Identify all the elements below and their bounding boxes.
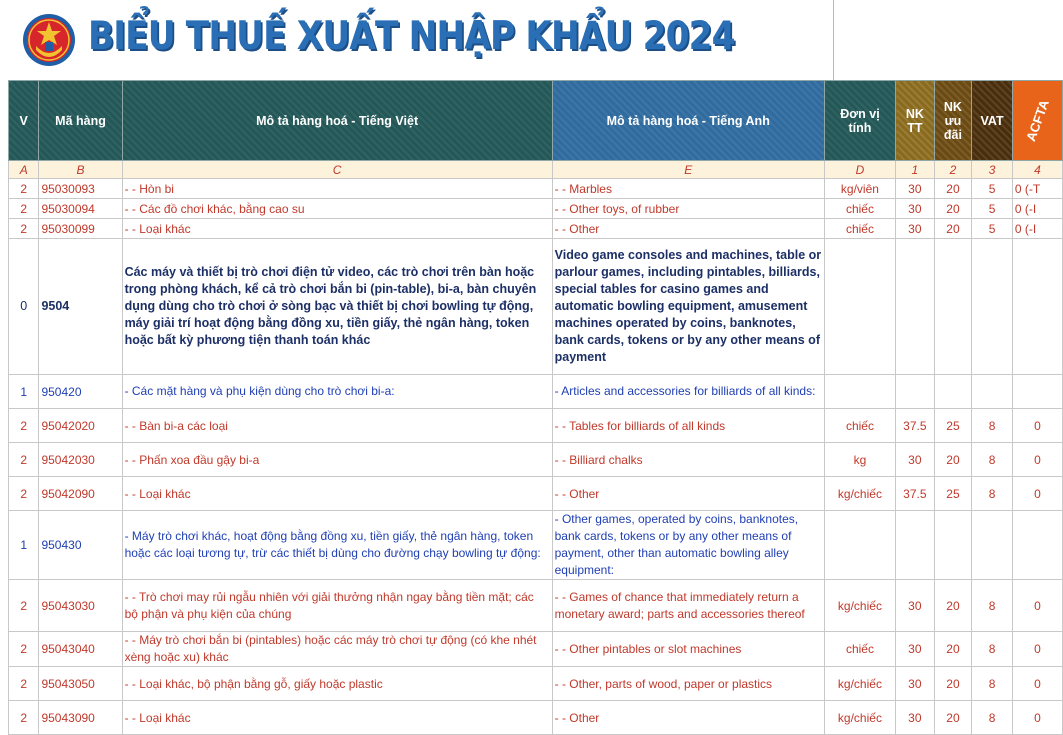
page-title: BIỂU THUẾ XUẤT NHẬP KHẨU 2024 — [88, 14, 735, 59]
cell-desc-en[interactable]: - - Other — [552, 477, 824, 511]
table-row — [9, 375, 1063, 409]
cell-nktt[interactable]: 30 — [896, 443, 935, 477]
table-row — [9, 409, 1063, 443]
cell-acfta[interactable] — [1012, 375, 1062, 409]
col-header-vat[interactable]: VAT — [972, 81, 1013, 161]
cell-unit[interactable]: chiếc — [824, 199, 895, 219]
cell-vat[interactable] — [972, 375, 1013, 409]
cell-vat[interactable]: 5 — [972, 199, 1013, 219]
cell-v[interactable]: 2 — [9, 179, 39, 199]
cell-nktt[interactable] — [896, 239, 935, 375]
acfta-label: ACFTA — [1023, 97, 1052, 144]
cell-desc-vi[interactable]: - Máy trò chơi khác, hoạt động bằng đồng xu, tiền giấy, thẻ ngân hàng, token hoặc các loại tương tự, trừ các thiết bị dùng cho đường chạy bowling tự động: — [122, 511, 552, 580]
table-row — [9, 580, 1063, 632]
cell-v[interactable]: 2 — [9, 219, 39, 239]
cell-acfta[interactable]: 0 — [1012, 580, 1062, 632]
cell-vat[interactable]: 8 — [972, 443, 1013, 477]
cell-desc-en[interactable]: - Other games, operated by coins, banknotes, bank cards, tokens or by any other means of payment, other than automatic bowling alley equipment: — [552, 511, 824, 580]
cell-nkud[interactable] — [934, 375, 972, 409]
table-row — [9, 199, 1063, 219]
cell-unit[interactable] — [824, 375, 895, 409]
cell-vat[interactable]: 8 — [972, 632, 1013, 667]
col-header-nkud[interactable]: NK ưu đãi — [934, 81, 972, 161]
cell-acfta[interactable]: 0 (-I — [1012, 199, 1062, 219]
cell-desc-vi[interactable]: - - Trò chơi may rủi ngẫu nhiên với giải thưởng nhận ngay bằng tiền mặt; các bộ phận và phụ kiện của chúng — [122, 580, 552, 632]
cell-desc-vi[interactable]: - - Phấn xoa đầu gậy bi-a — [122, 443, 552, 477]
cell-v[interactable]: 2 — [9, 632, 39, 667]
table-row — [9, 179, 1063, 199]
cell-unit[interactable]: chiếc — [824, 409, 895, 443]
cell-desc-en[interactable]: Video game consoles and machines, table or parlour games, including pintables, billiards, special tables for casino games and automatic bowling equipment, amusement machines operated by coins, banknotes, bank cards, tokens or by any other means of payment — [552, 239, 824, 375]
cell-v[interactable]: 0 — [9, 239, 39, 375]
cell-acfta[interactable] — [1012, 239, 1062, 375]
table-row — [9, 701, 1063, 735]
cell-unit[interactable] — [824, 511, 895, 580]
cell-desc-en[interactable]: - - Other — [552, 219, 824, 239]
cell-code[interactable]: 95043030 — [39, 580, 122, 632]
sheet-header-area — [0, 0, 1063, 80]
cell-vat[interactable]: 8 — [972, 477, 1013, 511]
col-header-acfta[interactable] — [1012, 81, 1062, 161]
cell-nkud[interactable]: 25 — [934, 409, 972, 443]
cell-desc-vi[interactable]: - - Bàn bi-a các loại — [122, 409, 552, 443]
cell-code[interactable]: 95043090 — [39, 701, 122, 735]
col-header-v[interactable]: V — [9, 81, 39, 161]
cell-desc-vi[interactable]: - - Loại khác, bộ phận bằng gỗ, giấy hoặc plastic — [122, 667, 552, 701]
cell-desc-vi[interactable]: - - Loại khác — [122, 219, 552, 239]
cell-code[interactable]: 950430 — [39, 511, 122, 580]
cell-nkud[interactable] — [934, 511, 972, 580]
tariff-table — [8, 80, 1063, 735]
cell-desc-vi[interactable]: - - Các đồ chơi khác, bằng cao su — [122, 199, 552, 219]
table-row-heading — [9, 239, 1063, 375]
cell-desc-en[interactable]: - Articles and accessories for billiards of all kinds: — [552, 375, 824, 409]
cell-desc-en[interactable]: - - Other pintables or slot machines — [552, 632, 824, 667]
cell-acfta[interactable]: 0 — [1012, 409, 1062, 443]
cell-desc-vi[interactable]: Các máy và thiết bị trò chơi điện tử video, các trò chơi trên bàn hoặc trong phòng khách, kể cả trò chơi bắn bi (pin-table), bi-a, bàn chuyên dụng dùng cho trò chơi ở sòng bạc và thiết bị chơi bowling tự động, máy giải trí hoạt động bằng đồng xu, tiền giấy, thẻ ngân hàng, token hoặc bất kỳ phương tiện thanh toán khác — [122, 239, 552, 375]
cell-vat[interactable]: 8 — [972, 667, 1013, 701]
cell-v[interactable]: 2 — [9, 667, 39, 701]
cell-nktt[interactable]: 30 — [896, 199, 935, 219]
cell-acfta[interactable]: 0 — [1012, 701, 1062, 735]
col-header-unit[interactable]: Đơn vị tính — [824, 81, 895, 161]
cell-vat[interactable]: 8 — [972, 701, 1013, 735]
cell-vat[interactable]: 8 — [972, 409, 1013, 443]
cell-code[interactable]: 95042020 — [39, 409, 122, 443]
cell-vat[interactable]: 8 — [972, 580, 1013, 632]
cell-nktt[interactable] — [896, 375, 935, 409]
column-letter[interactable]: 1 — [896, 161, 935, 179]
gridline — [833, 0, 834, 80]
cell-unit[interactable]: kg/chiếc — [824, 667, 895, 701]
table-row — [9, 443, 1063, 477]
cell-v[interactable]: 2 — [9, 409, 39, 443]
cell-nkud[interactable]: 20 — [934, 580, 972, 632]
column-letter[interactable]: C — [122, 161, 552, 179]
column-letter[interactable]: B — [39, 161, 122, 179]
cell-desc-vi[interactable]: - - Máy trò chơi bắn bi (pintables) hoặc các máy trò chơi tự động (có khe nhét xèng hoặc xu) khác — [122, 632, 552, 667]
table-row — [9, 667, 1063, 701]
cell-acfta[interactable]: 0 — [1012, 667, 1062, 701]
cell-acfta[interactable]: 0 — [1012, 477, 1062, 511]
cell-code[interactable]: 950420 — [39, 375, 122, 409]
cell-v[interactable]: 2 — [9, 443, 39, 477]
cell-unit[interactable]: kg/chiếc — [824, 701, 895, 735]
cell-v[interactable]: 2 — [9, 580, 39, 632]
cell-vat[interactable]: 5 — [972, 179, 1013, 199]
col-header-desc-en[interactable]: Mô tả hàng hoá - Tiếng Anh — [552, 81, 824, 161]
column-letter[interactable]: 2 — [934, 161, 972, 179]
cell-desc-vi[interactable]: - - Loại khác — [122, 701, 552, 735]
cell-nktt[interactable]: 30 — [896, 667, 935, 701]
cell-nktt[interactable]: 30 — [896, 580, 935, 632]
cell-desc-vi[interactable]: - - Loại khác — [122, 477, 552, 511]
cell-desc-en[interactable]: - - Marbles — [552, 179, 824, 199]
cell-unit[interactable]: kg/chiếc — [824, 580, 895, 632]
column-letter[interactable]: D — [824, 161, 895, 179]
cell-nktt[interactable] — [896, 511, 935, 580]
table-row — [9, 219, 1063, 239]
cell-nkud[interactable]: 20 — [934, 632, 972, 667]
cell-acfta[interactable]: 0 — [1012, 443, 1062, 477]
cell-vat[interactable] — [972, 511, 1013, 580]
cell-desc-en[interactable]: - - Tables for billiards of all kinds — [552, 409, 824, 443]
column-letter[interactable]: A — [9, 161, 39, 179]
cell-code[interactable]: 95042090 — [39, 477, 122, 511]
col-header-desc-vi[interactable]: Mô tả hàng hoá - Tiếng Việt — [122, 81, 552, 161]
cell-nktt[interactable]: 30 — [896, 219, 935, 239]
cell-code[interactable]: 95030093 — [39, 179, 122, 199]
column-letter[interactable]: 3 — [972, 161, 1013, 179]
cell-nkud[interactable]: 20 — [934, 667, 972, 701]
cell-desc-en[interactable]: - - Billiard chalks — [552, 443, 824, 477]
column-letter[interactable]: 4 — [1012, 161, 1062, 179]
cell-code[interactable]: 95030099 — [39, 219, 122, 239]
cell-desc-en[interactable]: - - Games of chance that immediately return a monetary award; parts and accessories thereof — [552, 580, 824, 632]
cell-v[interactable]: 1 — [9, 511, 39, 580]
cell-v[interactable]: 2 — [9, 701, 39, 735]
cell-desc-vi[interactable]: - - Hòn bi — [122, 179, 552, 199]
cell-acfta[interactable] — [1012, 511, 1062, 580]
cell-nktt[interactable]: 30 — [896, 701, 935, 735]
table-row — [9, 632, 1063, 667]
cell-code[interactable]: 95042030 — [39, 443, 122, 477]
table-row — [9, 511, 1063, 580]
cell-unit[interactable]: kg/viên — [824, 179, 895, 199]
cell-acfta[interactable]: 0 (-T — [1012, 179, 1062, 199]
cell-unit[interactable] — [824, 239, 895, 375]
cell-code[interactable]: 95043040 — [39, 632, 122, 667]
col-header-code[interactable]: Mã hàng — [39, 81, 122, 161]
cell-v[interactable]: 2 — [9, 199, 39, 219]
cell-nkud[interactable]: 20 — [934, 701, 972, 735]
cell-nkud[interactable] — [934, 239, 972, 375]
cell-desc-vi[interactable]: - Các mặt hàng và phụ kiện dùng cho trò chơi bi-a: — [122, 375, 552, 409]
cell-nktt[interactable]: 30 — [896, 179, 935, 199]
cell-nktt[interactable]: 37.5 — [896, 409, 935, 443]
cell-nkud[interactable]: 20 — [934, 443, 972, 477]
cell-vat[interactable]: 5 — [972, 219, 1013, 239]
cell-nkud[interactable]: 20 — [934, 219, 972, 239]
cell-code[interactable]: 9504 — [39, 239, 122, 375]
cell-unit[interactable]: chiếc — [824, 632, 895, 667]
cell-acfta[interactable]: 0 — [1012, 632, 1062, 667]
table-row — [9, 477, 1063, 511]
cell-nktt[interactable]: 30 — [896, 632, 935, 667]
customs-emblem-icon — [22, 12, 76, 68]
cell-unit[interactable]: kg/chiếc — [824, 477, 895, 511]
cell-vat[interactable] — [972, 239, 1013, 375]
cell-nkud[interactable]: 20 — [934, 199, 972, 219]
column-letter[interactable]: E — [552, 161, 824, 179]
cell-v[interactable]: 2 — [9, 477, 39, 511]
header-row — [9, 81, 1063, 161]
cell-nkud[interactable]: 25 — [934, 477, 972, 511]
cell-code[interactable]: 95030094 — [39, 199, 122, 219]
cell-acfta[interactable]: 0 (-I — [1012, 219, 1062, 239]
cell-v[interactable]: 1 — [9, 375, 39, 409]
cell-desc-en[interactable]: - - Other toys, of rubber — [552, 199, 824, 219]
column-letter-row — [9, 161, 1063, 179]
cell-desc-en[interactable]: - - Other — [552, 701, 824, 735]
cell-nkud[interactable]: 20 — [934, 179, 972, 199]
cell-code[interactable]: 95043050 — [39, 667, 122, 701]
col-header-nktt[interactable]: NK TT — [896, 81, 935, 161]
cell-unit[interactable]: chiếc — [824, 219, 895, 239]
cell-desc-en[interactable]: - - Other, parts of wood, paper or plastics — [552, 667, 824, 701]
cell-unit[interactable]: kg — [824, 443, 895, 477]
cell-nktt[interactable]: 37.5 — [896, 477, 935, 511]
